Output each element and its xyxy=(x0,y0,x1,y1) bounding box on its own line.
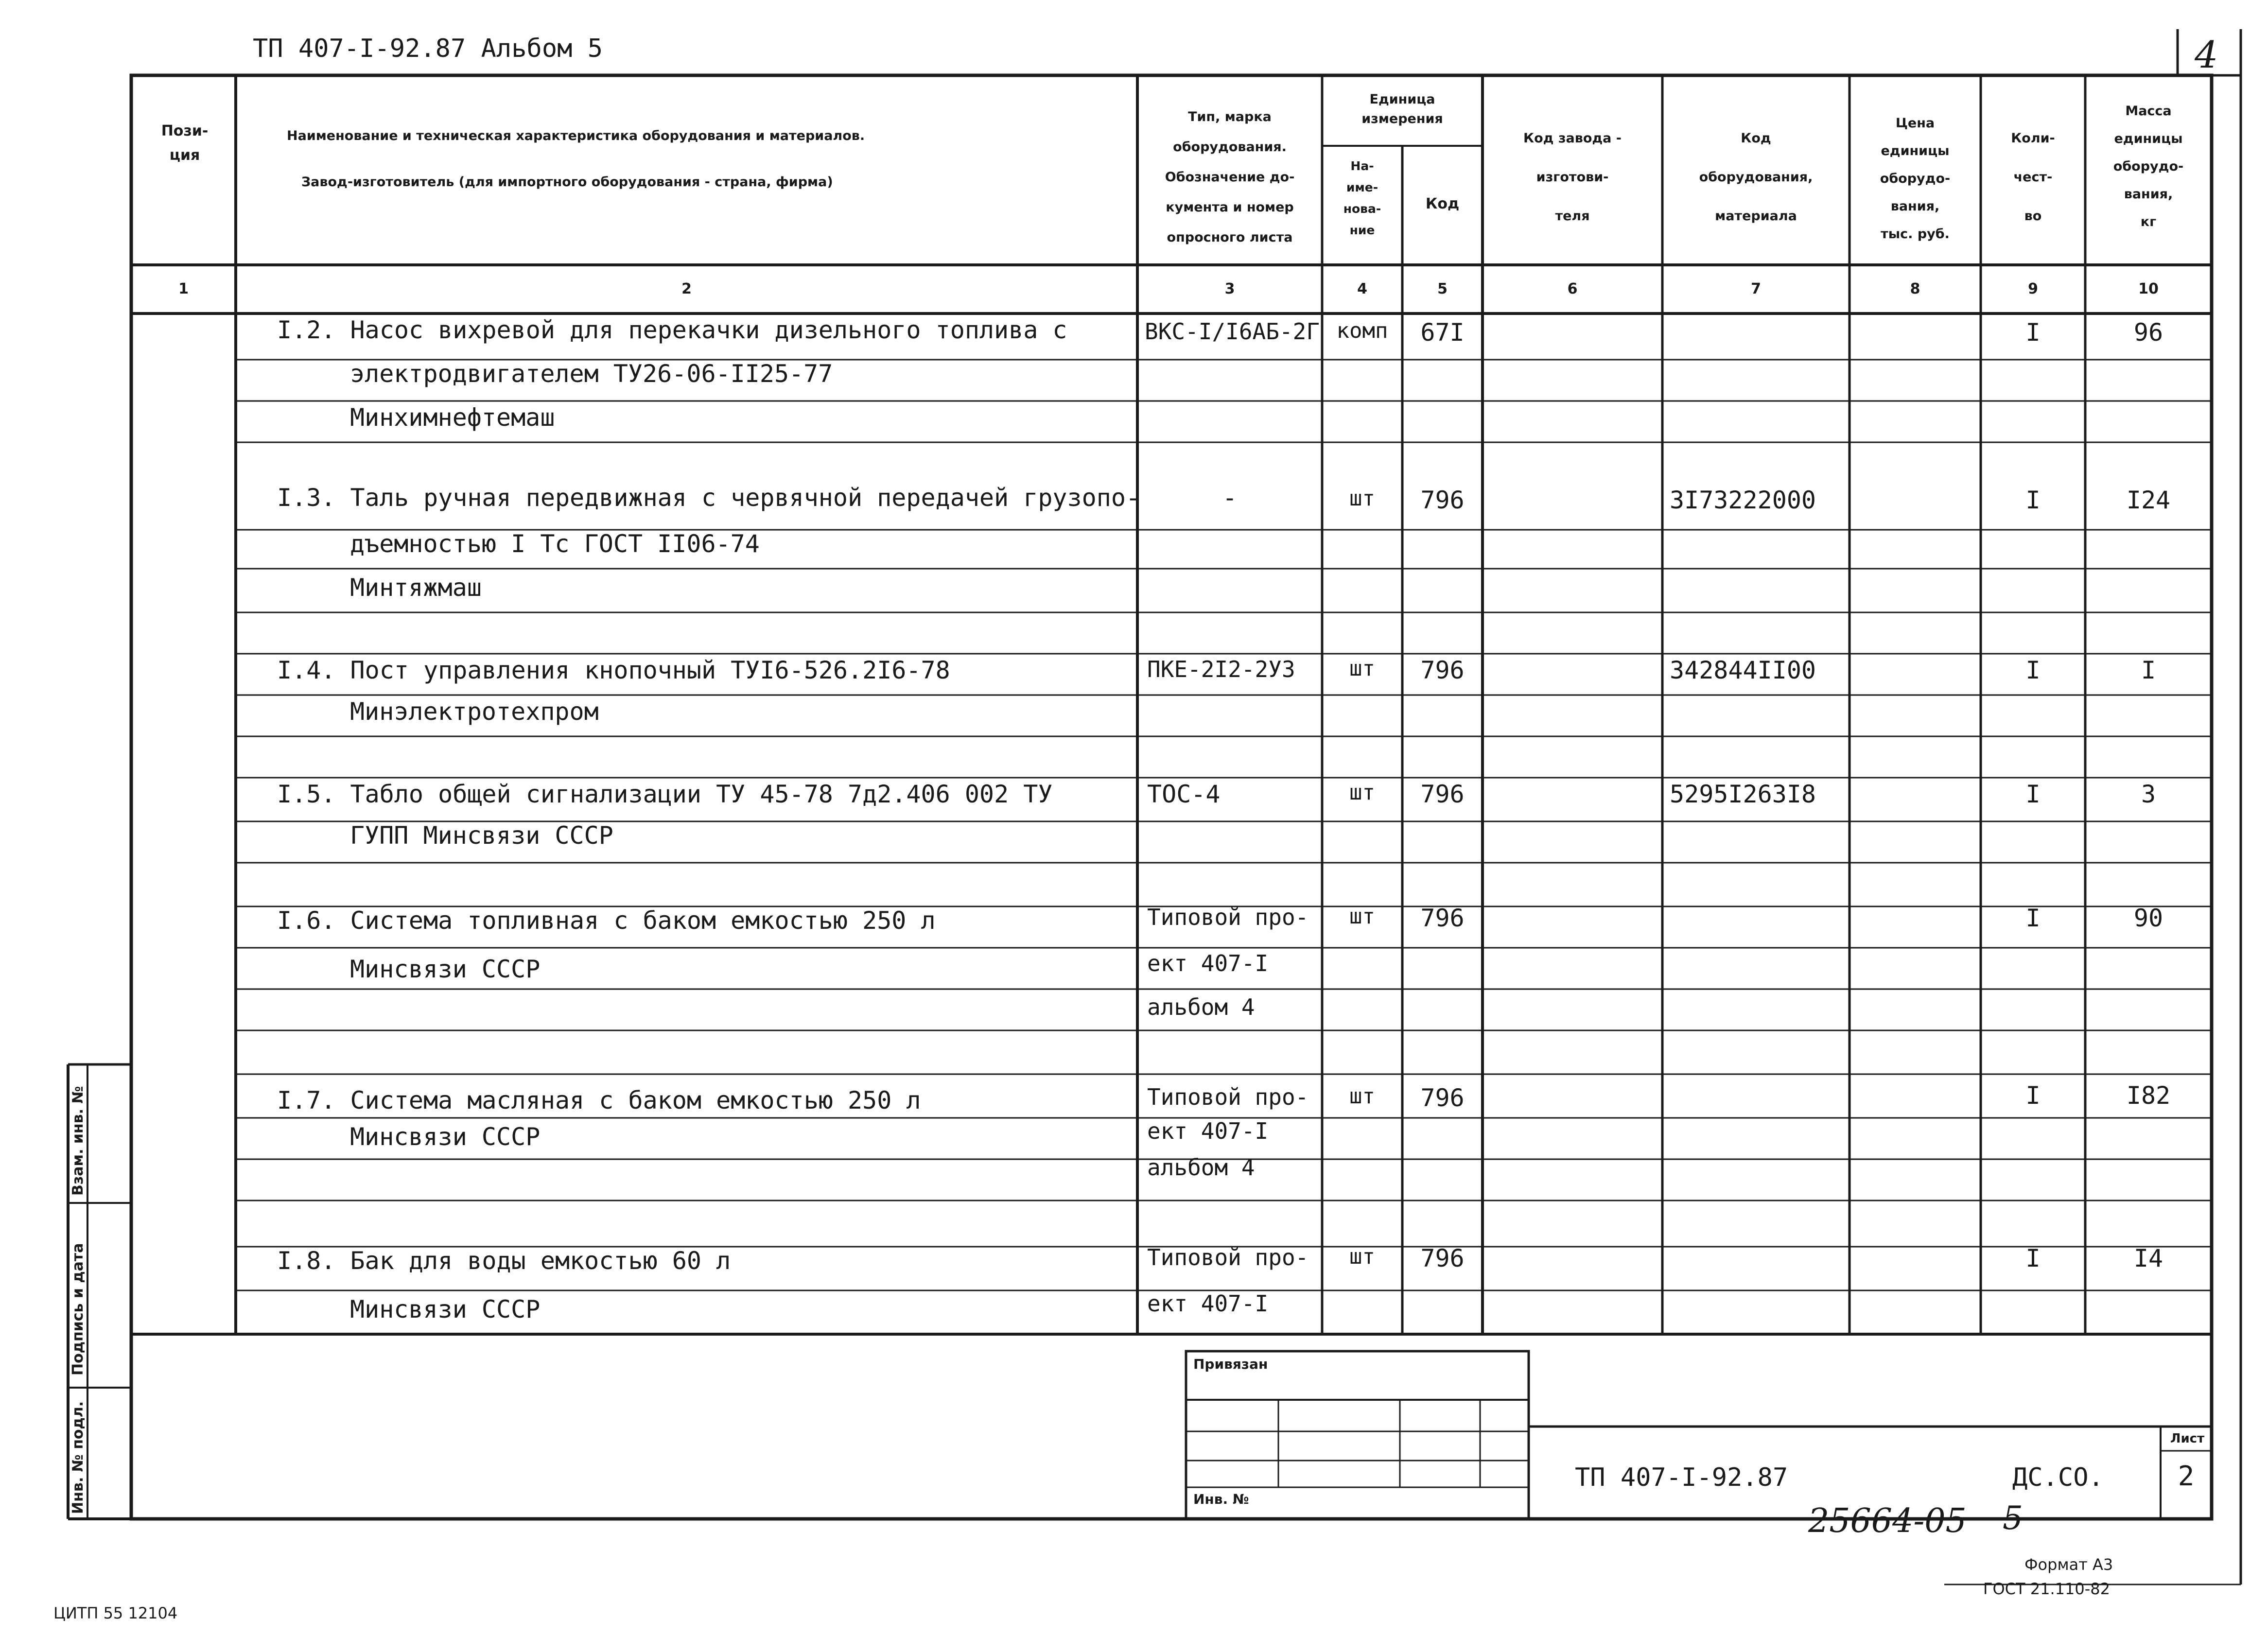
header-name-line2: Завод-изготовитель (для импортного оборудования - страна, фирма) xyxy=(301,174,833,190)
item-1-2-unit-code: 67I xyxy=(1420,318,1465,347)
header-position: Пози- ция xyxy=(161,122,209,164)
side-label-inv-podl: Инв. № подл. xyxy=(70,1401,87,1514)
item-1-2-unit: комп xyxy=(1336,318,1388,343)
item-1-6-name: I.6. Система топливная с баком емкостью 250 л xyxy=(277,906,936,935)
item-1-4-maker: Минэлектротехпром xyxy=(350,697,599,726)
item-1-7-unit: шт xyxy=(1349,1084,1375,1109)
col-number-6: 6 xyxy=(1567,280,1578,297)
item-1-3-mass: I24 xyxy=(2126,486,2171,514)
item-1-5-type: ТОС-4 xyxy=(1147,780,1221,808)
item-1-3-maker: Минтяжмаш xyxy=(350,574,482,602)
document-title: ТП 407-I-92.87 Альбом 5 xyxy=(253,34,603,63)
item-1-3-equipment-code: 3I73222000 xyxy=(1670,486,1816,514)
item-1-8-type: Типовой про- xyxy=(1147,1244,1309,1271)
item-1-6-qty: I xyxy=(2025,904,2041,932)
item-1-3-name: I.3. Таль ручная передвижная с червячной передачей грузопо- xyxy=(277,484,1141,512)
item-1-6-type-album: альбом 4 xyxy=(1147,994,1255,1020)
header-equipment-code: Код оборудования, материала xyxy=(1699,131,1813,224)
col-number-7: 7 xyxy=(1751,280,1761,297)
item-1-2-name-cont: электродвигателем ТУ26-06-II25-77 xyxy=(350,360,833,388)
item-1-2-qty: I xyxy=(2025,318,2041,347)
col-number-8: 8 xyxy=(1910,280,1920,297)
item-1-8-maker: Минсвязи СССР xyxy=(350,1295,541,1323)
header-type: Тип, марка оборудования. Обозначение до- кумента и номер опросного листа xyxy=(1165,109,1295,245)
item-1-5-unit-code: 796 xyxy=(1420,780,1465,808)
header-plant-code: Код завода - изготови- теля xyxy=(1523,131,1622,224)
item-1-7-name: I.7. Система масляная с баком емкостью 250 л xyxy=(277,1086,921,1114)
item-1-4-type: ПКЕ-2I2-2УЗ xyxy=(1147,656,1295,682)
item-1-8-mass: I4 xyxy=(2133,1244,2163,1272)
header-unit: Единица измерения xyxy=(1361,92,1443,126)
item-1-2-mass: 96 xyxy=(2133,318,2163,347)
item-1-5-name: I.5. Табло общей сигнализации ТУ 45-78 7д2.406 002 ТУ xyxy=(277,780,1053,808)
stamp-sheet-label: Лист xyxy=(2170,1431,2205,1446)
item-1-4-mass: I xyxy=(2141,656,2156,684)
item-1-7-type-cont: ект 407-I xyxy=(1147,1118,1269,1144)
item-1-4-equipment-code: 342844II00 xyxy=(1670,656,1816,684)
item-1-3-unit-code: 796 xyxy=(1420,486,1465,514)
item-1-5-qty: I xyxy=(2025,780,2041,808)
item-1-2-name: I.2. Насос вихревой для перекачки дизельного топлива с xyxy=(277,316,1067,344)
handwritten-archive-number: 25664-05 xyxy=(1808,1502,1967,1540)
item-1-6-maker: Минсвязи СССР xyxy=(350,955,541,983)
col-number-1: 1 xyxy=(178,280,189,297)
item-1-5-equipment-code: 5295I263I8 xyxy=(1670,780,1816,808)
gost-label: ГОСТ 21.110-82 xyxy=(1983,1580,2110,1598)
col-number-5: 5 xyxy=(1437,280,1448,297)
item-1-8-name: I.8. Бак для воды емкостью 60 л xyxy=(277,1247,731,1275)
stamp-doc-code: ТП 407-I-92.87 xyxy=(1575,1463,1788,1492)
item-1-7-unit-code: 796 xyxy=(1420,1084,1465,1112)
item-1-6-mass: 90 xyxy=(2133,904,2163,932)
item-1-8-unit: шт xyxy=(1349,1244,1375,1269)
item-1-8-unit-code: 796 xyxy=(1420,1244,1465,1272)
col-number-2: 2 xyxy=(681,280,692,297)
item-1-8-qty: I xyxy=(2025,1244,2041,1272)
side-label-vzam: Взам. инв. № xyxy=(70,1086,87,1196)
header-unit-name: На- име- нова- ние xyxy=(1343,159,1381,237)
header-price: Цена единицы оборудо- вания, тыс. руб. xyxy=(1880,116,1951,242)
stamp-doc-type: ДС.СО. xyxy=(2012,1463,2104,1492)
item-1-2-maker: Минхимнефтемаш xyxy=(350,403,555,432)
item-1-6-unit-code: 796 xyxy=(1420,904,1465,932)
item-1-7-type-album: альбом 4 xyxy=(1147,1154,1255,1181)
item-1-5-mass: 3 xyxy=(2141,780,2156,808)
item-1-4-unit: шт xyxy=(1349,656,1375,681)
item-1-7-mass: I82 xyxy=(2126,1081,2171,1110)
item-1-6-type-cont: ект 407-I xyxy=(1147,950,1269,976)
stamp-sheet-number: 2 xyxy=(2178,1461,2195,1492)
col-number-3: 3 xyxy=(1224,280,1235,297)
col-number-10: 10 xyxy=(2138,280,2159,297)
item-1-4-qty: I xyxy=(2025,656,2041,684)
item-1-6-unit: шт xyxy=(1349,904,1375,929)
item-1-3-qty: I xyxy=(2025,486,2041,514)
item-1-5-maker: ГУПП Минсвязи СССР xyxy=(350,821,613,850)
item-1-2-type: ВКС-I/I6АБ-2Г xyxy=(1145,318,1320,345)
header-name-line1: Наименование и техническая характеристика оборудования и материалов. xyxy=(287,128,865,143)
item-1-3-name-cont: дъемностью I Тс ГОСТ II06-74 xyxy=(350,530,760,558)
item-1-7-qty: I xyxy=(2025,1081,2041,1110)
col-number-4: 4 xyxy=(1357,280,1367,297)
item-1-5-unit: шт xyxy=(1349,780,1375,805)
item-1-6-type: Типовой про- xyxy=(1147,904,1309,930)
col-number-9: 9 xyxy=(2028,280,2038,297)
footer-code: ЦИТП 55 12104 xyxy=(53,1604,178,1622)
page-mark: 4 xyxy=(2195,33,2218,76)
handwritten-suffix: 5 xyxy=(2003,1499,2023,1537)
header-unit-code: Код xyxy=(1425,195,1460,212)
stamp-inv-no: Инв. № xyxy=(1193,1491,1249,1507)
item-1-3-unit: шт xyxy=(1349,486,1375,511)
format-label: Формат А3 xyxy=(2024,1555,2113,1574)
header-quantity: Коли- чест- во xyxy=(2011,131,2055,224)
header-mass: Масса единицы оборудо- вания, кг xyxy=(2113,104,2184,229)
side-label-podpis: Подпись и дата xyxy=(70,1243,87,1375)
item-1-3-type: - xyxy=(1222,484,1238,512)
item-1-4-unit-code: 796 xyxy=(1420,656,1465,684)
item-1-7-type: Типовой про- xyxy=(1147,1084,1309,1110)
stamp-privyazan: Привязан xyxy=(1193,1356,1268,1372)
item-1-4-name: I.4. Пост управления кнопочный ТУI6-526.2I6-78 xyxy=(277,656,950,684)
item-1-7-maker: Минсвязи СССР xyxy=(350,1123,541,1151)
item-1-8-type-cont: ект 407-I xyxy=(1147,1290,1269,1317)
